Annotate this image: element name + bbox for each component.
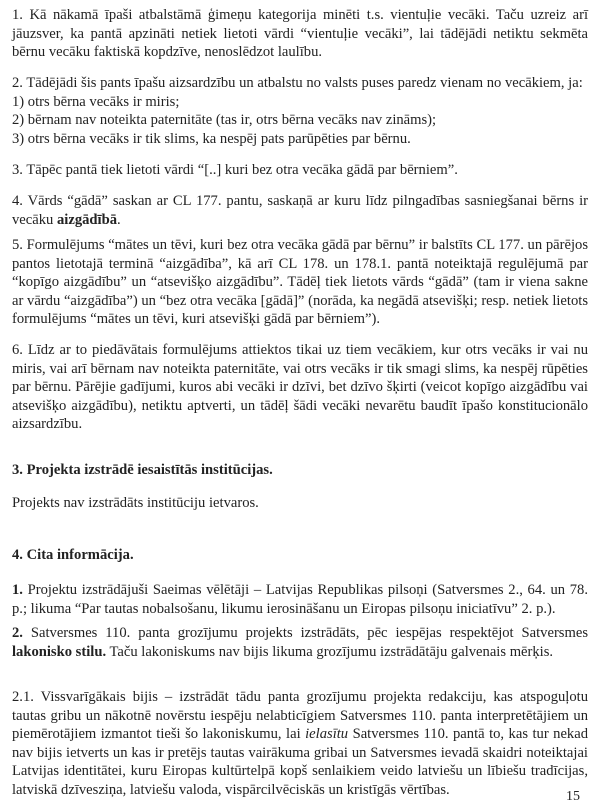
item-text: 2.1. Vissvarīgākais bijis – izstrādāt tādu panta grozījumu projekta redakciju, kas atspoguļotu tautas gribu un nākotnē novērstu iespēju nelabticīgiem Satversmes 110. panta interpretētājiem un piemērotājiem izmantot tieši šo lakoniskumu, lai: [12, 689, 588, 742]
paragraph-4: [12, 192, 588, 229]
item-number: 2.: [12, 625, 23, 641]
list-item: 2) bērnam nav noteikta paternitāte (tas ir, otrs bērna vecāks nav zināms);: [12, 112, 437, 128]
list-item: 3) otrs bērna vecāks ir tik slims, ka nespēj pats parūpēties par bērnu.: [12, 130, 411, 147]
item-text-end: Taču lakoniskums nav bijis likuma grozījumu izstrādātāju galvenais mērķis.: [106, 643, 554, 660]
list-item: 1) otrs bērna vecāks ir miris;: [12, 93, 180, 110]
section-4-item-2-1: [12, 688, 588, 799]
paragraph-1: 1. Kā nākamā īpaši atbalstāmā ģimeņu kategorija minēti t.s. vientuļie vecāki. Taču uzreiz arī jāuzsver, ka pantā apzināti netiek lietoti vārdi “vientuļie vecāki”, lai tādējādi netiktu sekmēta bērnu vecāku faktiskā kopdzīve, nenoslēdzot laulību.: [12, 7, 588, 60]
paragraph-2-intro: 2. Tādējādi šis pants īpašu aizsardzību un atbalstu no valsts puses paredz vienam no vecākiem, ja:: [12, 75, 583, 91]
section-4-item-1: [12, 581, 588, 618]
paragraph-2: [12, 74, 588, 148]
item-text: Satversmes 110. panta grozījumu projekts izstrādāts, pēc iespējas respektējot Satversmes: [22, 625, 588, 641]
section-3-text: Projekts nav izstrādāts institūciju ietvaros.: [12, 495, 259, 511]
paragraph-4-bold: aizgādībā: [56, 211, 117, 228]
paragraph-5: 5. Formulējums “mātes un tēvi, kuri bez otra vecāka gādā par bērnu” ir balstīts CL 177. un pārējos pantos lietotajā terminā “aizgādība”, kā arī CL 178. un 178.1. pantā noteiktajā regulējumā par “kopīgo aizgādību” un “atsevišķo aizgādību”. Tādēļ tiek lietots vārds “gādā” (tam ir viena sakne ar vārdu “aizgādība”) un “bez otra vecāka [gādā]” (norāda, ka negādā atsevišķi; resp. netiek lietots formulējums “mātes un tēvi, kuri atsevišķi gādā par bērniem”).: [12, 237, 588, 327]
paragraph-3: 3. Tāpēc pantā tiek lietoti vārdi “[..] kuri bez otra vecāka gādā par bērniem”.: [12, 162, 458, 178]
section-4-heading: 4. Cita informācija.: [12, 547, 134, 563]
item-bold: lakonisko stilu.: [12, 643, 107, 660]
paragraph-4-end: .: [117, 211, 121, 228]
section-3-heading: 3. Projekta izstrādē iesaistītās institūcijas.: [12, 462, 273, 478]
paragraph-6: 6. Līdz ar to piedāvātais formulējums attiektos tikai uz tiem vecākiem, kur otrs vecāks ir vai nu miris, vai arī bērnam nav noteikta paternitāte, vai otrs vecāks ir tik smagi slims, ka nespēj rūpēties par bērnu. Pārējie gadījumi, kuros abi vecāki ir dzīvi, bet dzīvo šķirti (veicot kopīgo aizgādību vai atsevišķo aizgādību), netiktu aptverti, un tādēļ šādi vecāki nevarētu baudīt īpašo konstitucionālo aizsardzību.: [12, 342, 588, 432]
item-italic: ielasītu: [305, 726, 349, 742]
item-number: 1.: [12, 582, 23, 598]
page-number: 15: [566, 789, 580, 804]
paragraph-4-text: 4. Vārds “gādā” saskan ar CL 177. pantu, saskaņā ar kuru līdz pilngadības sasniegšanai bērns ir vecāku: [12, 193, 588, 228]
item-text: Projektu izstrādājuši Saeimas vēlētāji – Latvijas Republikas pilsoņi (Satversmes 2., 64. un 78. p.; likuma “Par tautas nobalsošanu, likumu ierosināšanu un Eiropas pilsoņu iniciatīvu” 2. p.).: [12, 582, 588, 617]
section-4-item-2: [12, 624, 588, 661]
item-text-end: Satversmes 110. pantā to, kas tur nekad nav bijis ietverts un kas ir pretējs tautas vairākuma gribai un Satversmes ievadā skaidri noteiktajai Latvijas identitātei, kuru Eiropas kultūrtelpā kopš senlaikiem veido latviešu un lībiešu tradīcijas, latviskā dzīvesziņa, latviešu valoda, vispārcilvēciskās un kristīgās vērtības.: [12, 726, 589, 798]
